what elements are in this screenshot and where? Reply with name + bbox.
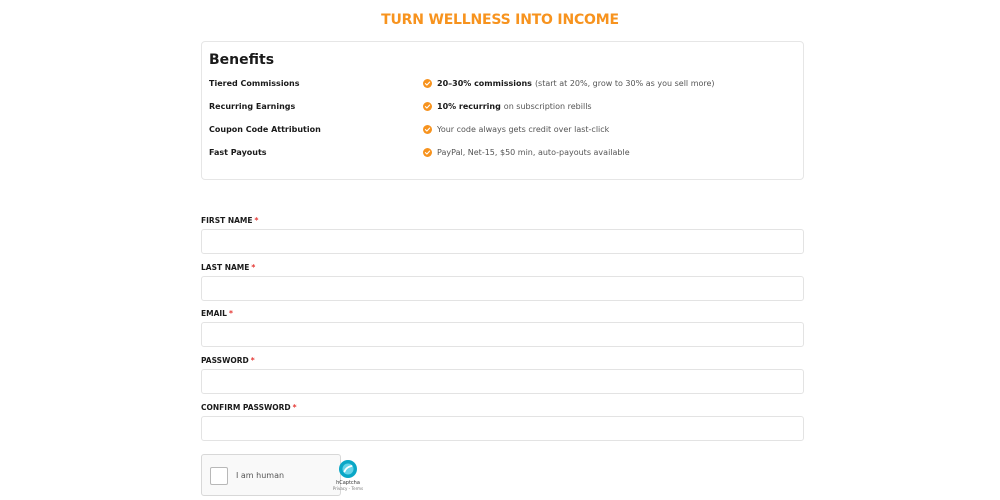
benefits-title: Benefits — [209, 52, 275, 68]
benefit-name: Coupon Code Attribution — [209, 125, 321, 134]
benefit-detail — [423, 148, 630, 157]
check-icon — [423, 125, 432, 134]
password-label-text: PASSWORD — [201, 356, 249, 365]
required-marker: * — [228, 309, 233, 318]
benefit-row-recurring-earnings — [202, 102, 802, 118]
benefit-detail-bold: 20–30% commissions — [437, 79, 532, 88]
email-label — [201, 309, 233, 318]
required-marker: * — [250, 356, 255, 365]
benefit-detail-text: PayPal, Net-15, $50 min, auto-payouts available — [437, 148, 630, 157]
benefit-name: Fast Payouts — [209, 148, 267, 157]
captcha-checkbox[interactable] — [210, 467, 228, 485]
benefit-name: Recurring Earnings — [209, 102, 296, 111]
benefit-row-fast-payouts — [202, 148, 802, 164]
benefit-row-tiered-commissions — [202, 79, 802, 95]
confirm-password-label — [201, 403, 297, 412]
first-name-input[interactable] — [201, 229, 804, 254]
check-icon — [423, 148, 432, 157]
last-name-label — [201, 263, 255, 272]
benefit-name: Tiered Commissions — [209, 79, 300, 88]
last-name-label-text: LAST NAME — [201, 263, 250, 272]
email-label-text: EMAIL — [201, 309, 227, 318]
page-headline: TURN WELLNESS INTO INCOME — [381, 12, 619, 28]
check-icon — [423, 102, 432, 111]
benefit-detail — [423, 79, 715, 88]
benefit-detail — [423, 125, 609, 134]
first-name-label — [201, 216, 258, 225]
captcha-privacy-terms-link[interactable]: Privacy - Terms — [332, 486, 364, 491]
check-icon — [423, 79, 432, 88]
last-name-input[interactable] — [201, 276, 804, 301]
password-label — [201, 356, 255, 365]
email-input[interactable] — [201, 322, 804, 347]
required-marker: * — [292, 403, 297, 412]
password-input[interactable] — [201, 369, 804, 394]
hcaptcha-logo-icon — [338, 459, 358, 479]
benefit-detail — [423, 102, 592, 111]
captcha-brand: hCaptcha — [336, 480, 360, 486]
benefits-card — [201, 41, 804, 180]
captcha-widget — [201, 454, 364, 496]
benefit-detail-text: on subscription rebills — [503, 102, 592, 111]
benefit-detail-text: (start at 20%, grow to 30% as you sell more) — [534, 79, 715, 88]
first-name-label-text: FIRST NAME — [201, 216, 253, 225]
required-marker: * — [251, 263, 256, 272]
captcha-label: I am human — [236, 471, 285, 480]
benefit-detail-bold: 10% recurring — [437, 102, 501, 111]
required-marker: * — [254, 216, 259, 225]
confirm-password-input[interactable] — [201, 416, 804, 441]
benefit-detail-text: Your code always gets credit over last-click — [437, 125, 610, 134]
benefit-row-coupon-code-attribution — [202, 125, 802, 141]
confirm-password-label-text: CONFIRM PASSWORD — [201, 403, 291, 412]
